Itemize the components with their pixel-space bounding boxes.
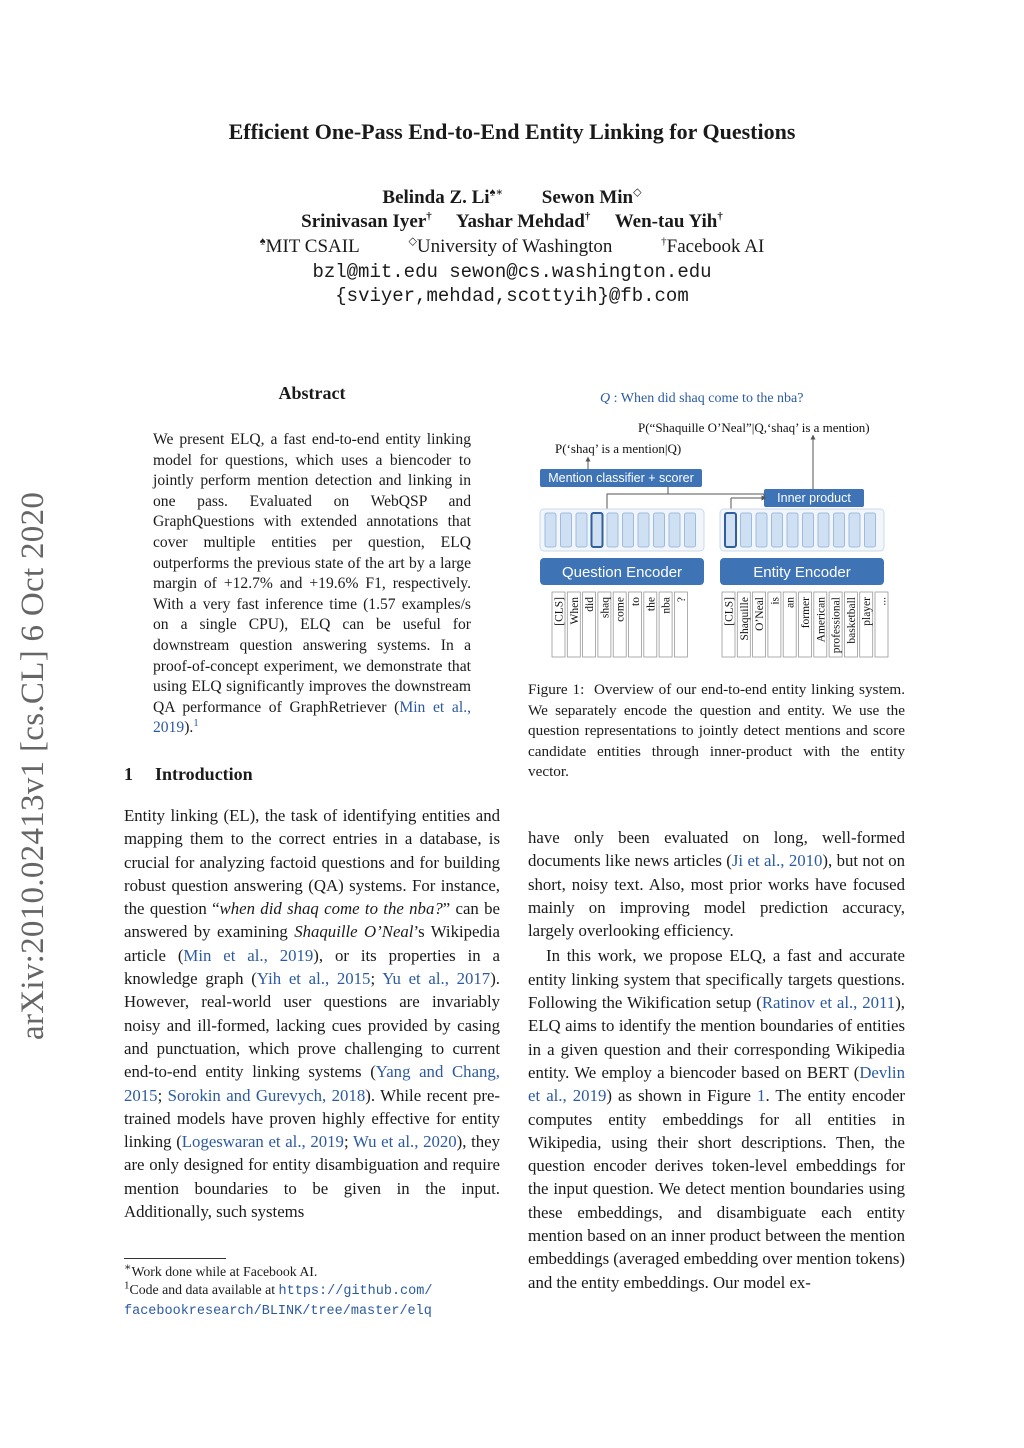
question-embedding-cell: [685, 513, 696, 547]
footnote-ref[interactable]: 1: [193, 717, 199, 730]
citation-link[interactable]: Ratinov et al., 2011: [761, 993, 896, 1013]
intro-paragraph-continued: [528, 826, 905, 942]
body-text: ” can be answered by examining: [124, 899, 501, 942]
body-text: ) as shown in Figure: [606, 1086, 758, 1106]
entity-encoder-label: Entity Encoder: [753, 564, 851, 581]
mention-classifier-label: Mention classifier + scorer: [548, 471, 694, 485]
example-entity: Shaquille O’Neal: [294, 922, 414, 942]
author-name: Sewon Min: [541, 187, 634, 208]
entity-token: [CLS]: [723, 597, 736, 626]
entity-token: player: [861, 597, 874, 626]
question-token: the: [645, 597, 658, 612]
email: sewon@cs.washington.edu: [449, 261, 712, 283]
body-text: ), or its properties in a knowledge graph (: [124, 945, 500, 989]
affiliation: MIT CSAIL: [265, 236, 360, 257]
abstract-heading: Abstract: [278, 383, 346, 403]
citation-link[interactable]: Sorokin and Gurevych, 2018: [167, 1085, 366, 1105]
citation-link[interactable]: Ji et al., 2010: [731, 851, 823, 871]
question-embedding-cell: [638, 513, 649, 547]
question-token: shaq: [599, 597, 612, 619]
question-embedding-cell: [545, 513, 556, 547]
footnote-text: Code and data available at: [129, 1282, 279, 1297]
body-text: ). While recent pre-trained models have proven highly effective for entity linking (: [124, 1085, 500, 1152]
author-name: Wen-tau Yih: [614, 211, 718, 232]
body-text: . The entity encoder computes entity embeddings for all entities in Wikipedia, using their short descriptions. Then, the question encoder derives token-level embeddings for the input question. We detect mention boundaries using these embeddings, and disambiguate each entity mention based on an inner product between the mention embeddings (averaged embedding over mention tokens) and the entity embeddings. Our model ex-: [528, 1086, 905, 1292]
body-text: ;: [370, 969, 383, 989]
footnotes: [124, 1263, 504, 1321]
entity-embedding-cell: [756, 513, 767, 547]
section-title: Introduction: [155, 764, 253, 784]
email: bzl@mit.edu: [312, 261, 438, 283]
question-token: nba: [660, 597, 673, 614]
intro-paragraph-2: [528, 944, 905, 1293]
paper-title: Efficient One-Pass End-to-End Entity Linking for Questions: [228, 119, 796, 144]
author-line-1: [0, 187, 1024, 209]
mention-probability-label: P(‘shaq’ is a mention|Q): [555, 441, 682, 456]
abstract-body: We present ELQ, a fast end-to-end entity linking model for questions, which uses a biencoder to jointly perform mention detection and linking in one pass. Evaluated on WebQSP and GraphQuestions with extended annotations that cover multiple entities per question, ELQ outperforms the previous state of the art by a large margin of +12.7% and +19.6% F1, respectively. With a very fast inference time (1.57 examples/s on a single CPU), ELQ can be useful for downstream question answering systems. In a proof-of-concept experiment, we demonstrate that using ELQ significantly improves the downstream QA performance of GraphRetriever (: [153, 431, 471, 716]
body-text: ), but not on short, noisy text. Also, most prior works have focused mainly on improving model prediction accuracy, largely overlooking efficiency.: [528, 851, 905, 941]
entity-token: former: [800, 597, 812, 629]
citation-link[interactable]: Yu et al., 2017: [382, 969, 491, 989]
body-text: ). However, real-world user questions are invariably noisy and ill-formed, lacking cues provided by casing and punctuation, which prove challenging to current end-to-end entity linking systems (: [124, 969, 500, 1082]
figure-ref-link[interactable]: 1: [757, 1086, 766, 1106]
question-embedding-cell: [654, 513, 665, 547]
entity-embedding-cell: [849, 513, 860, 547]
author-line-2: [0, 211, 1024, 233]
question-embedding-cell: [561, 513, 572, 547]
entity-embedding-cell: [803, 513, 814, 547]
affiliations: [0, 236, 1024, 258]
abstract-tail: ).: [184, 719, 194, 737]
arxiv-identifier: arXiv:2010.02413v1 [cs.CL] 6 Oct 2020: [15, 491, 51, 1040]
entity-token: Shaquille: [738, 597, 751, 641]
footnote-1: [124, 1263, 504, 1281]
figure-caption: [528, 680, 905, 783]
caption-text: Overview of our end-to-end entity linking system. We separately encode the question and entity. We use the question representations to jointly detect mentions and score candidate entities through inner-product with the entity vector.: [528, 681, 906, 781]
question-embedding-cell: [576, 513, 587, 547]
question-encoder-label: Question Encoder: [561, 564, 683, 581]
question-token: ?: [675, 597, 688, 603]
emails-line-2: {sviyer,mehdad,scottyih}@fb.com: [335, 285, 689, 307]
citation-link[interactable]: Wu et al., 2020: [352, 1132, 457, 1152]
question-token: [CLS]: [553, 597, 566, 626]
entity-token: basketball: [845, 597, 858, 644]
entity-token: professional: [830, 597, 843, 654]
affiliation-mark: ♠: [259, 235, 266, 248]
body-text: ;: [343, 1132, 353, 1152]
entity-token: American: [815, 597, 828, 643]
question-embedding-cell: [607, 513, 618, 547]
intro-paragraph-1: [124, 804, 500, 1223]
author-name: Srinivasan Iyer: [301, 211, 427, 232]
author-name: Belinda Z. Li: [382, 187, 490, 208]
entity-token: ...: [876, 597, 889, 606]
footnote-rule: [124, 1258, 226, 1259]
entity-token: an: [784, 597, 797, 608]
entity-embedding-cell: [865, 513, 876, 547]
author-mark: ◇: [633, 186, 642, 199]
author-mark: †: [717, 210, 723, 223]
entity-embedding-cell: [772, 513, 783, 547]
abstract-text: [153, 430, 471, 739]
entity-embedding-cell: [818, 513, 829, 547]
section-number: 1: [124, 764, 133, 784]
body-text: ;: [157, 1085, 168, 1105]
body-text: ), they are only designed for entity disambiguation and require mention boundaries to be given in the input. Additionally, such systems: [124, 1132, 500, 1222]
footnote-mark: ∗: [124, 1261, 132, 1274]
figure-diagram: [528, 385, 908, 670]
entity-embedding-cell: [725, 513, 736, 547]
entity-embedding-cell: [787, 513, 798, 547]
question-token: did: [584, 597, 597, 612]
body-text: ), ELQ aims to identify the mention boundaries of entities in a given question and their corresponding Wikipedia entity. We employ a biencoder based on BERT (: [528, 993, 905, 1082]
affiliation: University of Washington: [416, 236, 613, 257]
section-heading: [124, 764, 253, 785]
figure-question: Q : When did shaq come to the nba?: [600, 391, 804, 406]
question-token: When: [568, 597, 581, 625]
caption-label: Figure 1:: [528, 681, 585, 698]
footnote-mark: 1: [124, 1279, 130, 1292]
citation-link[interactable]: Min et al., 2019: [183, 945, 314, 965]
citation-link[interactable]: Yang and Chang, 2015: [124, 1062, 500, 1105]
author-mark: †: [426, 210, 432, 223]
footnote-text: Work done while at Facebook AI.: [131, 1264, 318, 1279]
entity-embedding-cell: [741, 513, 752, 547]
citation-link[interactable]: Min et al., 2019: [153, 698, 471, 737]
body-text: ’s Wikipedia article (: [124, 922, 500, 965]
question-token: to: [630, 597, 642, 606]
citation-link[interactable]: Yih et al., 2015: [256, 969, 371, 989]
example-question: when did shaq come to the nba?: [219, 899, 443, 919]
author-name: Yashar Mehdad: [455, 211, 585, 232]
affiliation-mark: ◇: [408, 235, 417, 248]
entity-token: is: [769, 597, 782, 605]
author-mark: ♠∗: [489, 186, 504, 199]
body-text: In this work, we propose ELQ, a fast and accurate entity linking system that specifically targets questions. Following the Wikification setup (: [528, 946, 905, 1013]
code-url[interactable]: facebookresearch/BLINK/tree/master/elq: [124, 1304, 432, 1319]
code-url[interactable]: https://github.com/: [278, 1284, 433, 1299]
question-embedding-cell: [592, 513, 603, 547]
author-mark: †: [584, 210, 591, 223]
entity-token: O’Neal: [754, 597, 767, 631]
intro-column-2: [528, 826, 905, 1294]
affiliation: Facebook AI: [666, 236, 765, 257]
question-embedding-cell: [623, 513, 634, 547]
entity-probability-label: P(“Shaquille O’Neal”|Q,‘shaq’ is a mention): [638, 420, 870, 435]
body-text: Entity linking (EL), the task of identifying entities and mapping them to the correct entries in a database, is crucial for analyzing factoid questions and for building robust question answering (QA) systems. For instance, the question “: [124, 806, 500, 919]
footnote-2: [124, 1281, 504, 1321]
citation-link[interactable]: Logeswaran et al., 2019: [181, 1132, 344, 1152]
question-token: come: [614, 597, 627, 622]
emails-line-1: [0, 261, 1024, 283]
citation-link[interactable]: Devlin et al., 2019: [528, 1062, 905, 1106]
question-embedding-cell: [669, 513, 680, 547]
affiliation-mark: †: [661, 235, 667, 248]
inner-product-label: Inner product: [777, 491, 851, 505]
body-text: have only been evaluated on long, well-formed documents like news articles (: [528, 828, 905, 871]
figure-1: [528, 385, 908, 670]
entity-embedding-cell: [834, 513, 845, 547]
